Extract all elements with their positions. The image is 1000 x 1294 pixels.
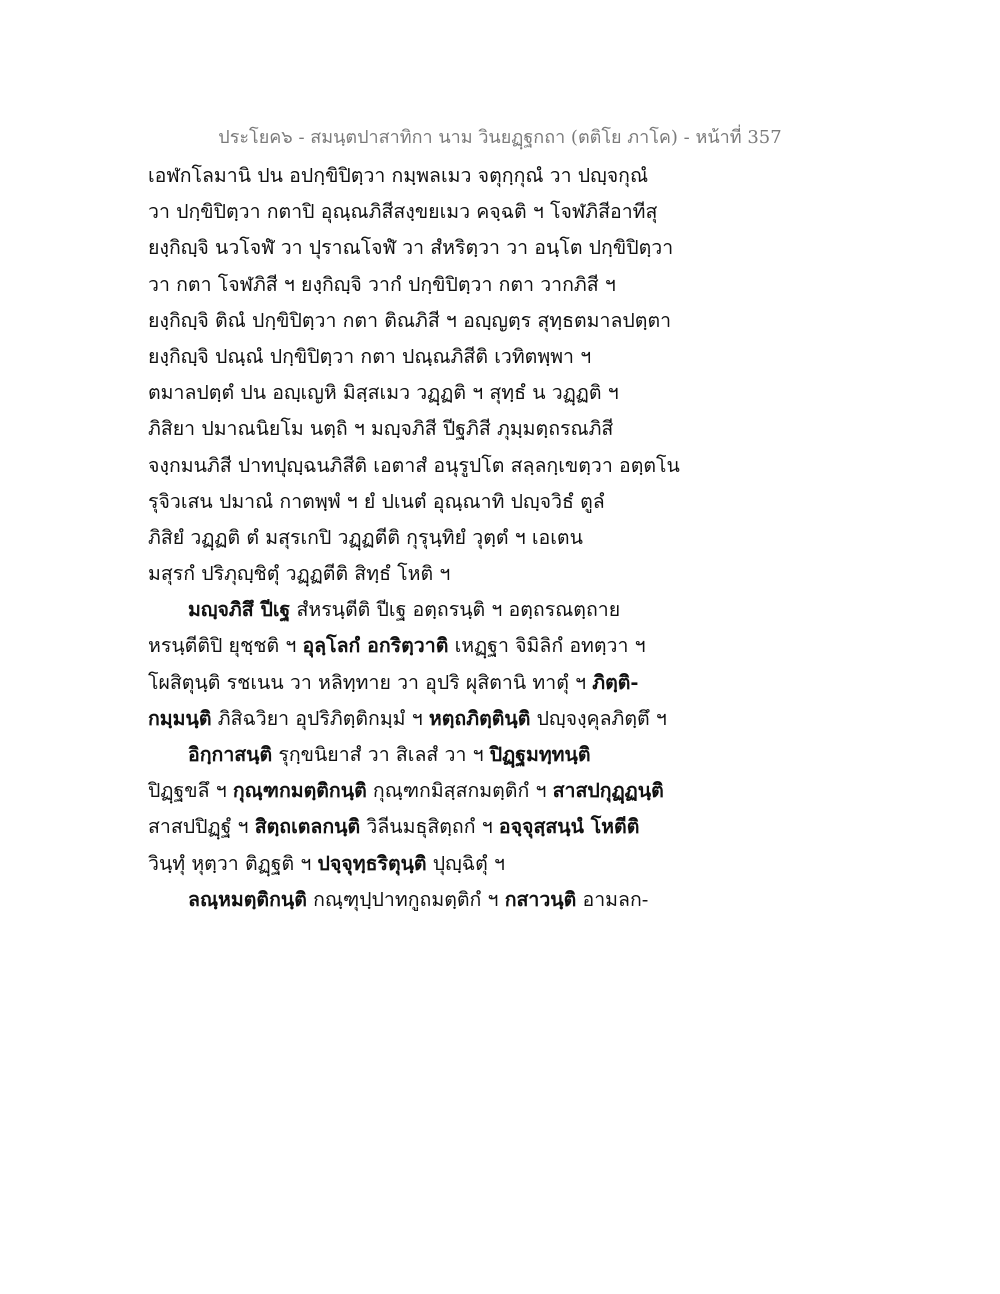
bold-term: กสาวนฺติ — [504, 887, 577, 911]
text-segment: ภิสิยํ วฏฺฏติ ตํ มสุรเกปิ วฏฺฏตีติ กุรุนฺทิยํ วุตฺตํ ฯ เอเตน — [148, 525, 583, 549]
text-segment: ตมาลปตฺตํ ปน อญฺเญหิ มิสฺสเมว วฏฺฏติ ฯ สุทฺธํ น วฏฺฏติ ฯ — [148, 381, 619, 405]
text-line — [148, 592, 848, 628]
text-segment: อามลก- — [576, 887, 649, 911]
text-segment: กณฺฑุปฺปาทกูถมตฺติกํ ฯ — [306, 887, 505, 911]
text-segment: รุจิวเสน ปมาณํ กาตพฺพํ ฯ ยํ ปเนตํ อุณฺณาทิ ปญฺจวิธํ ตูลํ — [148, 489, 605, 513]
text-segment: วา ปกฺขิปิตฺวา กตาปิ อุณฺณภิสีสงฺขยเมว คจฺฉติ ฯ โจฬภิสีอาทีสุ — [148, 200, 658, 224]
text-segment: สํหรนฺตีติ ปีเฐ อตฺถรนฺติ ฯ อตฺถรณตฺถาย — [290, 598, 621, 622]
text-segment: สาสปปิฏฺฐํ ฯ — [148, 815, 255, 839]
text-line — [148, 375, 848, 411]
text-segment: ปิฏฺฐขลึ ฯ — [148, 779, 233, 803]
text-line — [148, 556, 848, 592]
page-header: ประโยค๖ - สมนฺตปาสาทิกา นาม วินยฏฺฐกถา (ตติโย ภาโค) - หน้าที่ 357 — [218, 127, 782, 148]
text-line — [148, 737, 848, 773]
bold-term: ปิฏฺฐมทฺทนฺติ — [489, 743, 591, 766]
text-segment: เหฏฺฐา จิมิลิกํ อทตฺวา ฯ — [448, 634, 646, 658]
bold-term: มญฺจภิสึ ปีเฐ — [188, 598, 291, 622]
text-segment: รุกฺขนิยาสํ วา สิเลสํ วา ฯ — [272, 743, 490, 766]
bold-term: หตฺถภิตฺตินฺติ — [428, 706, 531, 730]
bold-term: อุลฺโลกํ อกริตฺวาติ — [302, 634, 449, 658]
text-line — [148, 665, 848, 701]
text-line — [148, 194, 848, 230]
bold-term: ปจฺจุทฺธริตุนฺติ — [317, 851, 427, 875]
text-segment: เอฬกโลมานิ ปน อปกฺขิปิตฺวา กมฺพลเมว จตุกฺกุณํ วา ปญฺจกุณํ — [148, 164, 649, 187]
text-line — [148, 773, 848, 809]
text-segment: ภิสิฉวิยา อุปริภิตฺติกมฺมํ ฯ — [211, 706, 429, 730]
text-line — [148, 158, 848, 194]
text-segment: มสุรกํ ปริภุญฺชิตุํ วฏฺฏตีติ สิทฺธํ โหติ ฯ — [148, 562, 451, 586]
text-line — [148, 448, 848, 484]
text-line — [148, 846, 848, 882]
text-line — [148, 230, 848, 266]
bold-term: สิตฺถเตลกนฺติ — [254, 815, 361, 839]
text-segment: ปญฺจงฺคุลภิตฺตึ ฯ — [530, 706, 667, 730]
text-line — [148, 339, 848, 375]
bold-term: ลณฺหมตฺติกนฺติ — [188, 887, 307, 911]
text-segment: ยงฺกิญฺจิ นวโจฬํ วา ปุราณโจฬํ วา สํหริตฺวา วา อนฺโต ปกฺขิปิตฺวา — [148, 236, 674, 260]
text-line — [148, 882, 848, 918]
bold-term: กมฺมนฺติ — [148, 706, 212, 730]
text-segment: ยงฺกิญฺจิ ปณฺณํ ปกฺขิปิตฺวา กตา ปณฺณภิสีติ เวทิตพฺพา ฯ — [148, 344, 592, 368]
bold-term: กุณฺฑกมตฺติกนฺติ — [232, 779, 367, 803]
text-segment: กุณฺฑกมิสฺสกมตฺติกํ ฯ — [366, 779, 553, 803]
text-segment: หรนฺตีติปิ ยุชฺชติ ฯ — [148, 634, 303, 658]
text-segment: ภิสิยา ปมาณนิยโม นตฺถิ ฯ มญฺจภิสี ปีฐภิสี ภุมฺมตฺถรณภิสี — [148, 417, 614, 441]
text-line — [148, 628, 848, 664]
bold-term: สาสปกุฏฺฏนฺติ — [552, 779, 664, 803]
bold-term: อจฺจุสฺสนฺนํ โหตีติ — [498, 815, 640, 839]
bold-term: อิกฺกาสนฺติ — [188, 743, 273, 766]
text-line — [148, 520, 848, 556]
text-segment: วิลีนมธุสิตฺถกํ ฯ — [360, 815, 499, 839]
text-line — [148, 303, 848, 339]
text-segment: โผสิตุนฺติ รชเนน วา หลิทฺทาย วา อุปริ ผุสิตานิ ทาตุํ ฯ — [148, 670, 593, 694]
bold-term: ภิตฺติ- — [592, 670, 639, 694]
text-segment: ปุญฺฉิตุํ ฯ — [426, 851, 505, 875]
body-text — [148, 158, 848, 918]
text-line — [148, 809, 848, 845]
text-line — [148, 267, 848, 303]
text-line — [148, 484, 848, 520]
text-segment: วินฺทุํ หุตฺวา ติฏฺฐติ ฯ — [148, 851, 318, 875]
text-segment: วา กตา โจฬภิสี ฯ ยงฺกิญฺจิ วากํ ปกฺขิปิตฺวา กตา วากภิสี ฯ — [148, 272, 616, 296]
text-segment: ยงฺกิญฺจิ ติณํ ปกฺขิปิตฺวา กตา ติณภิสี ฯ อญฺญตฺร สุทฺธตมาลปตฺตา — [148, 308, 672, 332]
text-segment: จงฺกมนภิสี ปาทปุญฺฉนภิสีติ เอตาสํ อนุรูปโต สลฺลกฺเขตฺวา อตฺตโน — [148, 453, 680, 477]
text-line — [148, 411, 848, 447]
text-line — [148, 701, 848, 737]
